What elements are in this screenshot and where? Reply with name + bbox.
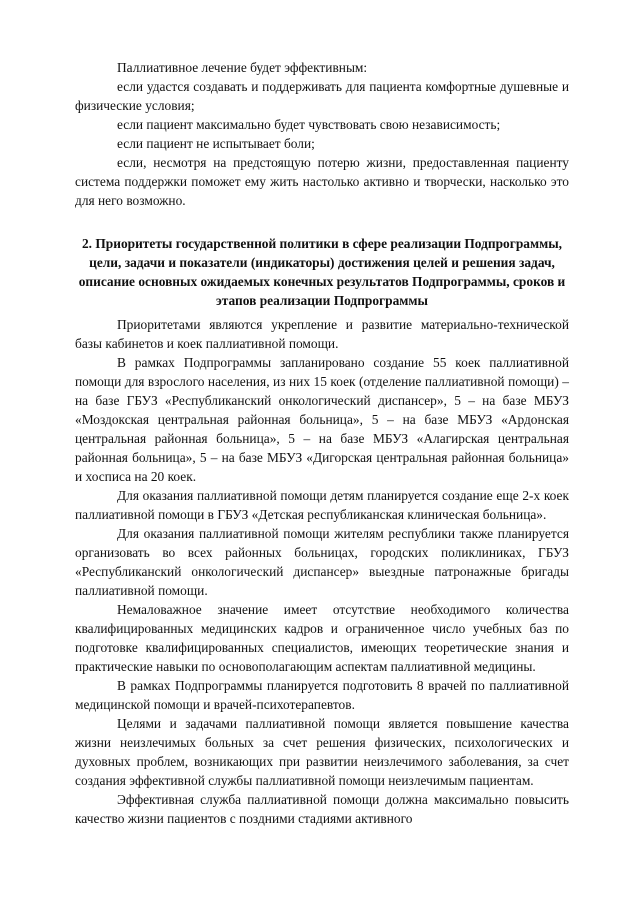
body-paragraph: В рамках Подпрограммы планируется подготовить 8 врачей по паллиативной медицинской помощи и врачей-психотерапевтов. [75, 678, 569, 712]
body-paragraph: Для оказания паллиативной помощи детям планируется создание еще 2-х коек паллиативной помощи в ГБУЗ «Детская республиканская клиническая больница». [75, 488, 569, 522]
body-paragraph: Целями и задачами паллиативной помощи является повышение качества жизни неизлечимых больных за счет решения физических, психологических и духовных проблем, возникающих при развитии неизлечимого заболевания, за счет создания эффективной службы паллиативной помощи неизлечимым пациентам. [75, 716, 569, 788]
intro-block [75, 58, 569, 210]
intro-paragraph: если, несмотря на предстоящую потерю жизни, предоставленная пациенту система поддержки поможет ему жить настолько активно и творчески, насколько это для него возможно. [75, 155, 569, 208]
section-body [75, 315, 569, 828]
section-spacer [75, 210, 569, 234]
intro-paragraph: если пациент не испытывает боли; [117, 136, 315, 151]
body-paragraph: Немаловажное значение имеет отсутствие необходимого количества квалифицированных медицинских кадров и ограниченное число учебных баз по подготовке квалифицированных специалистов, имеющих теоретические знания и практические навыки по основополагающим аспектам паллиативной медицины. [75, 602, 569, 674]
intro-paragraph: Паллиативное лечение будет эффективным: [117, 60, 368, 75]
intro-paragraph: если пациент максимально будет чувствовать свою независимость; [117, 117, 501, 132]
section-heading: 2. Приоритеты государственной политики в сфере реализации Подпрограммы, цели, задачи и показатели (индикаторы) достижения целей и решения задач, описание основных ожидаемых конечных результатов Подпрограммы, сроков и этапов реализации Подпрограммы [78, 236, 566, 308]
body-paragraph: Эффективная служба паллиативной помощи должна максимально повысить качество жизни пациентов с поздними стадиями активного [75, 792, 569, 826]
intro-paragraph: если удастся создавать и поддерживать для пациента комфортные душевные и физические условия; [75, 79, 569, 113]
document-page [75, 58, 569, 828]
body-paragraph: В рамках Подпрограммы запланировано создание 55 коек паллиативной помощи для взрослого населения, из них 15 коек (отделение паллиативной помощи) – на базе ГБУЗ «Республиканский онкологический диспансер», 5 – на базе МБУЗ «Моздокская центральная районная больница», 5 – на базе МБУЗ «Ардонская центральная районная больница», 5 – на базе МБУЗ «Алагирская центральная районная больница», 5 – на базе МБУЗ «Дигорская центральная районная больница» и хосписа на 20 коек. [75, 355, 569, 484]
body-paragraph: Для оказания паллиативной помощи жителям республики также планируется организовать во всех районных больницах, городских поликлиниках, ГБУЗ «Республиканский онкологический диспансер» выездные патронажные бригады паллиативной помощи. [75, 526, 569, 598]
body-paragraph: Приоритетами являются укрепление и развитие материально-технической базы кабинетов и коек паллиативной помощи. [75, 317, 569, 351]
